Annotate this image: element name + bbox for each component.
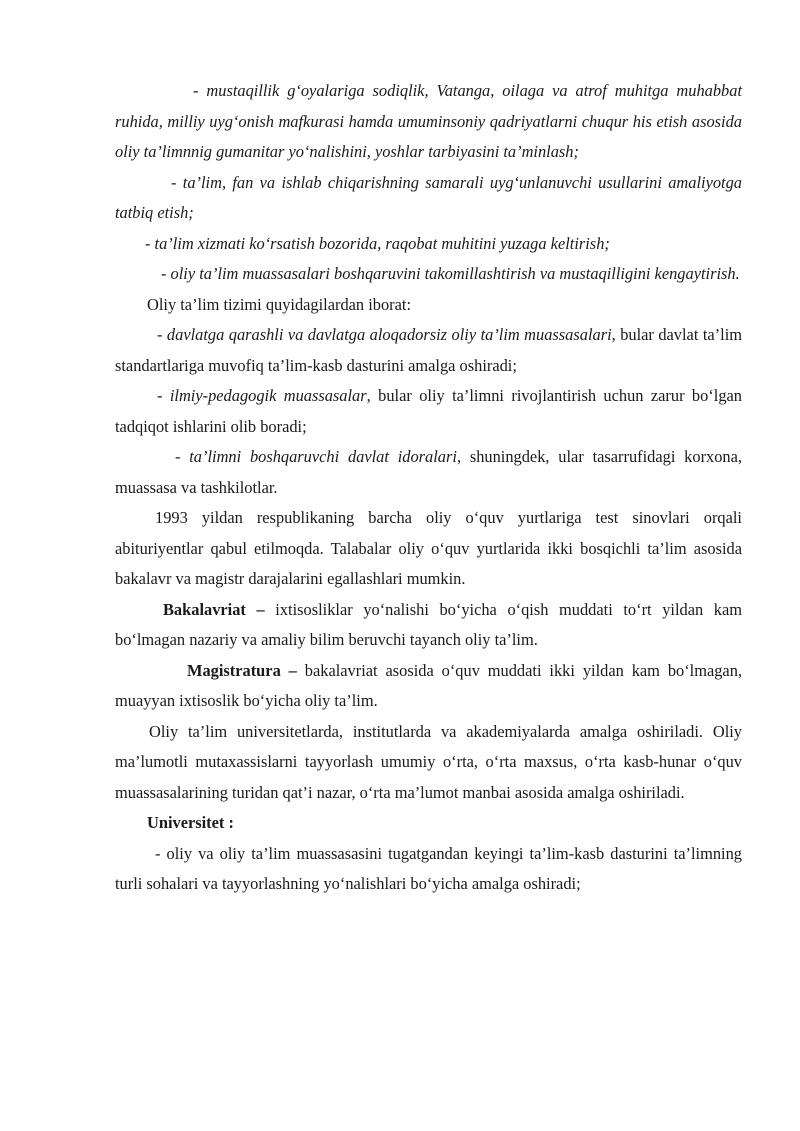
master-desc: bakalavriat asosida o‘quv muddati ikki yildan kam bo‘lmagan, muayyan ixtisoslik bo‘yicha oliy ta’lim.	[115, 660, 743, 710]
system-item-institutions-desc: , bular davlat ta’lim standartlariga muvofiq ta’lim-kasb dasturini amalga oshiradi;	[115, 325, 742, 375]
master-definition	[115, 656, 742, 717]
system-item-research-term: - ilmiy-pedagogik muassasalar	[157, 386, 367, 405]
testing-paragraph: 1993 yildan respublikaning barcha oliy o‘quv yurtlariga test sinovlari orqali abituriyentlar qabul etilmoqda. Talabalar oliy o‘quv yurtlarida ikki bosqichli ta’lim asosida bakalavr va magistr darajalarini egallashlari mumkin.	[115, 508, 742, 588]
system-item-research	[115, 381, 742, 442]
bachelor-term: Bakalavriat –	[163, 599, 265, 619]
system-item-governance	[115, 442, 742, 503]
goal-item-loyalty: - mustaqillik g‘oyalariga sodiqlik, Vatanga, oilaga va atrof muhitga muhabbat ruhida, milliy uyg‘onish mafkurasi hamda umuminsoniy qadriyatlarni chuqur his etish asosida oliy ta’limnnig gumanitar yo‘nalishini, yoshlar tarbiyasini ta’minlash;	[115, 81, 742, 161]
system-intro: Oliy ta’lim tizimi quyidagilardan iborat:	[147, 294, 412, 314]
bachelor-desc: ixtisosliklar yo‘nalishi bo‘yicha o‘qish muddati to‘rt yildan kam bo‘lmagan nazariy va amaliy bilim beruvchi tayanch oliy ta’lim.	[115, 599, 742, 649]
goal-item-management: - oliy ta’lim muassasalari boshqaruvini takomillashtirish va mustaqilligini kengaytirish.	[161, 264, 740, 283]
goal-item-methods: - ta’lim, fan va ishlab chiqarishning samarali uyg‘unlanuvchi usullarini amaliyotga tatbiq etish;	[115, 172, 742, 222]
system-item-institutions	[115, 320, 742, 381]
university-item: - oliy va oliy ta’lim muassasasini tugatgandan keyingi ta’lim-kasb dasturini ta’limning turli sohalari va tayyorlashning yo‘nalishlari bo‘yicha amalga oshiradi;	[115, 843, 742, 893]
system-item-institutions-term: - davlatga qarashli va davlatga aloqadorsiz oliy ta’lim muassasalari	[157, 325, 612, 344]
bachelor-definition	[115, 595, 742, 656]
master-term: Magistratura –	[187, 660, 297, 680]
system-item-research-desc: , bular oliy ta’limni rivojlantirish uchun zarur bo‘lgan tadqiqot ishlarini olib boradi;	[115, 386, 743, 436]
institutions-paragraph: Oliy ta’lim universitetlarda, institutlarda va akademiyalarda amalga oshiriladi. Oliy ma’lumotli mutaxassislarni tayyorlash umumiy o‘rta, o‘rta maxsus, o‘rta kasb-hunar o‘quv muassasalarining turidan qat’i nazar, o‘rta ma’lumot manbai asosida amalga oshiriladi.	[115, 721, 742, 802]
university-heading: Universitet :	[147, 813, 234, 832]
document-page	[115, 76, 742, 900]
system-item-governance-desc: , shuningdek, ular tasarrufidagi korxona, muassasa va tashkilotlar.	[115, 447, 742, 497]
system-item-governance-term: - ta’limni boshqaruvchi davlat idoralari	[175, 447, 457, 466]
goal-item-competition: - ta’lim xizmati ko‘rsatish bozorida, raqobat muhitini yuzaga keltirish;	[145, 233, 610, 253]
